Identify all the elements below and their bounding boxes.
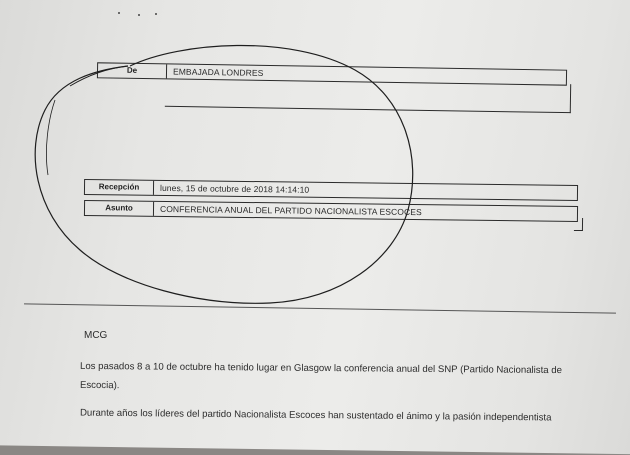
paragraph-1-line-2: Escocia).: [79, 379, 120, 392]
from-label: De: [98, 63, 167, 78]
paragraph-2-line-1: Durante años los líderes del partido Nacionalista Escoces han sustentado el ánimo y la pasión independentista: [79, 407, 552, 424]
subject-label: Asunto: [85, 201, 154, 216]
signature-initials: MCG: [84, 330, 108, 341]
from-value: EMBAJADA LONDRES: [172, 66, 264, 78]
received-value: lunes, 15 de octubre de 2018 14:14:10: [159, 182, 310, 195]
received-label: Recepción: [85, 180, 154, 195]
paragraph-1-line-1: Los pasados 8 a 10 de octubre ha tenido lugar en Glasgow la conferencia anual del SNP (Partido Nacionalista de: [79, 360, 563, 377]
subject-value: CONFERENCIA ANUAL DEL PARTIDO NACIONALISTA ESCOCES: [159, 203, 422, 218]
